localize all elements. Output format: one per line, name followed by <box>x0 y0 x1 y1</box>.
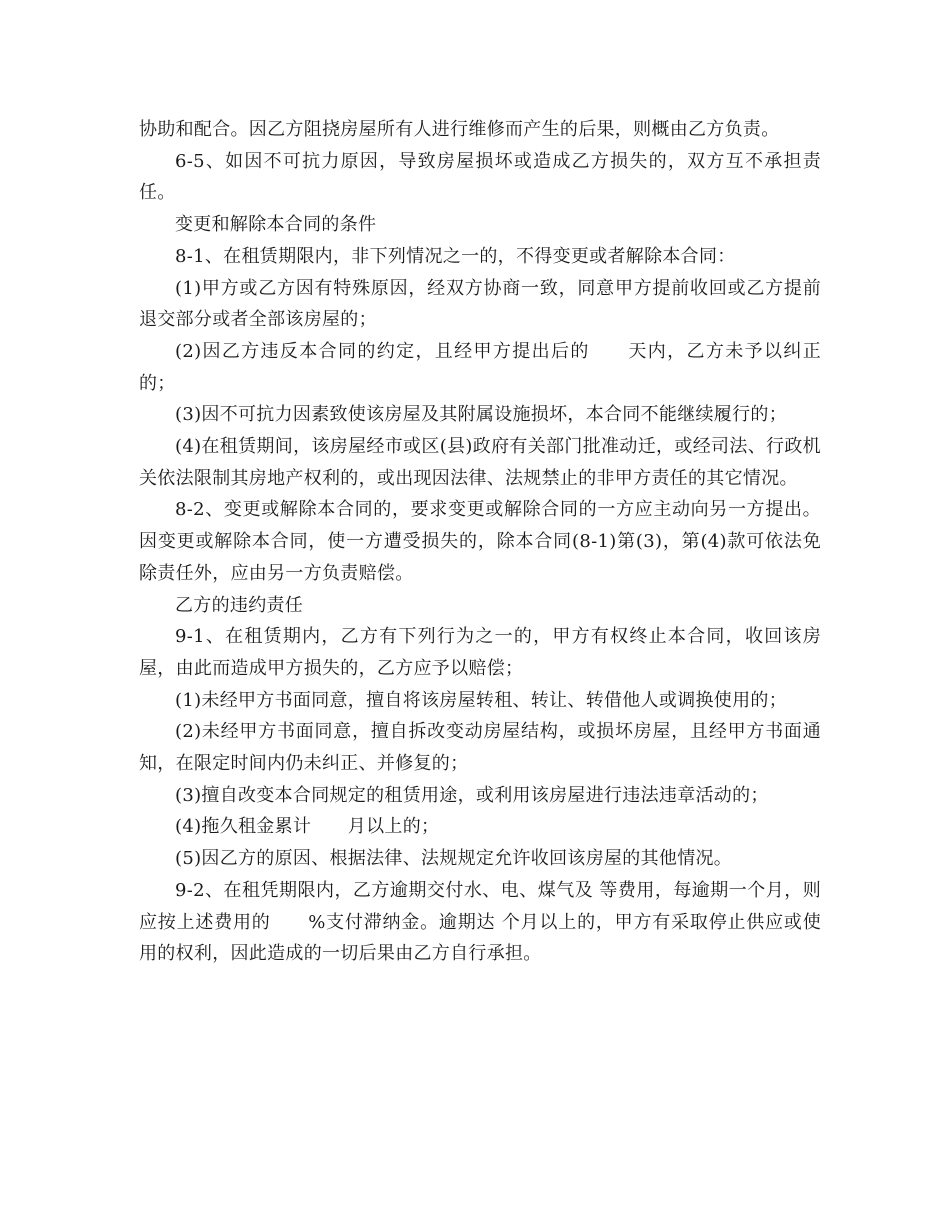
clause-9-1-item-2: (2)未经甲方书面同意，擅自拆改变动房屋结构，或损坏房屋，且经甲方书面通知，在限定时间内仍未纠正、并修复的； <box>139 721 821 775</box>
clause-8-1-item-2: (2)因乙方违反本合同的约定，且经甲方提出后的 天内，乙方未予以纠正的； <box>139 340 821 394</box>
section-heading-breach-liability: 乙方的违约责任 <box>175 594 304 616</box>
clause-8-1: 8-1、在租赁期限内，非下列情况之一的，不得变更或者解除本合同： <box>175 245 736 267</box>
clause-9-1-item-4: (4)拖久租金累计 月以上的； <box>175 816 440 838</box>
clause-8-2: 8-2、变更或解除本合同的，要求变更或解除合同的一方应主动向另一方提出。因变更或解除本合同，使一方遭受损失的，除本合同(8-1)第(3)，第(4)款可依法免除责任外，应由另一方负责赔偿。 <box>139 499 821 584</box>
document-body <box>139 114 821 970</box>
clause-9-1-item-1: (1)未经甲方书面同意，擅自将该房屋转租、转让、转借他人或调换使用的； <box>175 689 787 711</box>
clause-8-1-item-1: (1)甲方或乙方因有特殊原因，经双方协商一致，同意甲方提前收回或乙方提前退交部分或者全部该房屋的； <box>139 277 821 331</box>
section-heading-contract-change: 变更和解除本合同的条件 <box>175 214 377 236</box>
paragraph-continuation: 协助和配合。因乙方阻挠房屋所有人进行维修而产生的后果，则概由乙方负责。 <box>139 119 780 140</box>
clause-8-1-item-4: (4)在租赁期间，该房屋经市或区(县)政府有关部门批准动迁，或经司法、行政机关依法限制其房地产权利的，或出现因法律、法规禁止的非甲方责任的其它情况。 <box>139 436 821 489</box>
clause-9-1-item-3: (3)擅自改变本合同规定的租赁用途，或利用该房屋进行违法违章活动的； <box>175 784 769 806</box>
clause-9-1: 9-1、在租赁期内，乙方有下列行为之一的，甲方有权终止本合同，收回该房屋，由此而造成甲方损失的，乙方应予以赔偿； <box>139 626 821 679</box>
clause-8-1-item-3: (3)因不可抗力因素致使该房屋及其附属设施损坏，本合同不能继续履行的； <box>175 404 787 426</box>
clause-9-2: 9-2、在租凭期限内，乙方逾期交付水、电、煤气及 等费用，每逾期一个月，则应按上述费用的 %支付滞纳金。逾期达 个月以上的，甲方有采取停止供应或使用的权利，因此造成的一切后果由乙方自行承担。 <box>139 879 821 965</box>
clause-6-5: 6-5、如因不可抗力原因，导致房屋损坏或造成乙方损失的，双方互不承担责任。 <box>139 150 821 204</box>
clause-9-1-item-5: (5)因乙方的原因、根据法律、法规规定允许收回该房屋的其他情况。 <box>175 848 733 870</box>
